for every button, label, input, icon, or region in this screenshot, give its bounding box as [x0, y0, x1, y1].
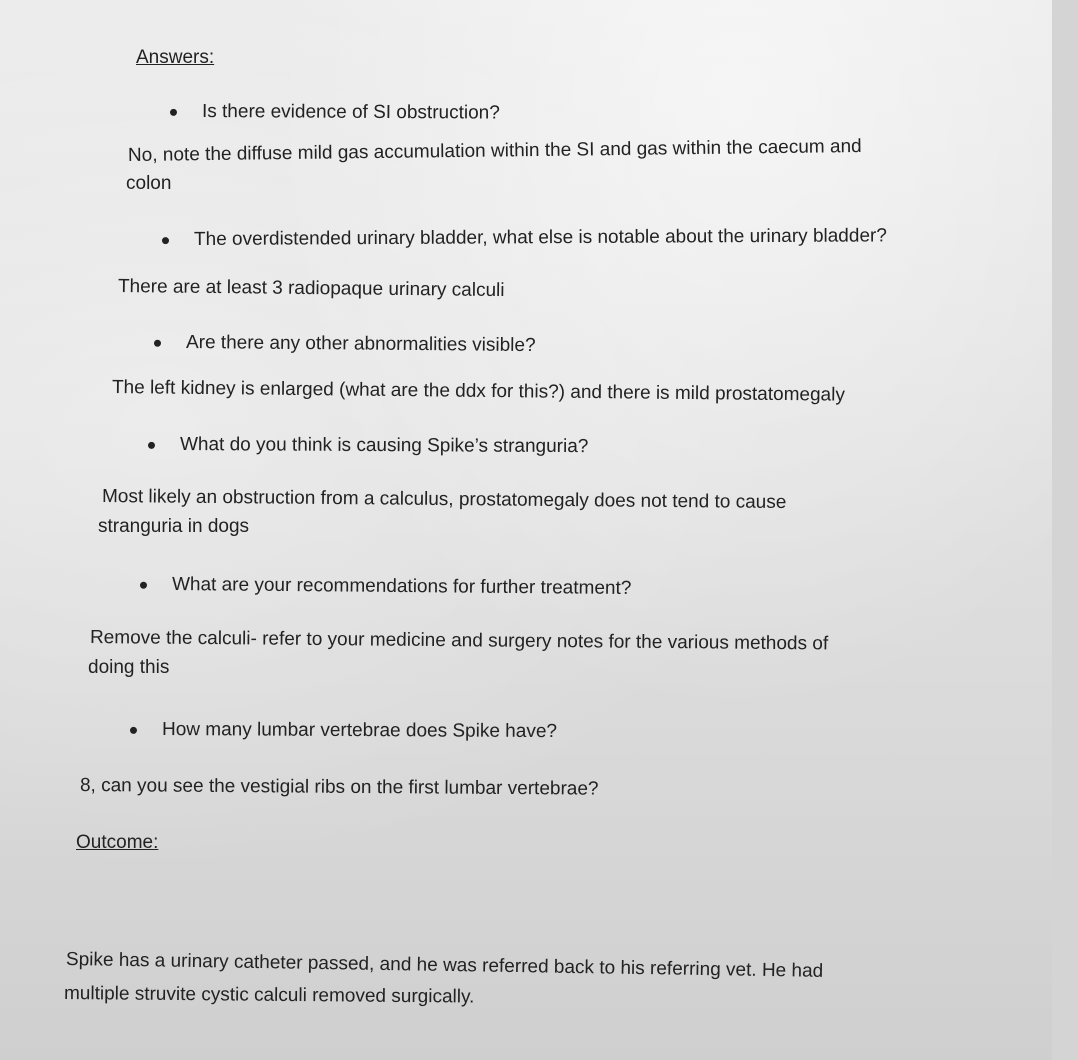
outcome-line-1: Spike has a urinary catheter passed, and he was referred back to his referring vet. He had [65, 949, 824, 982]
page-edge-strip [1052, 0, 1078, 1060]
question-4: What do you think is causing Spike’s stranguria? [179, 434, 589, 458]
outcome-heading: Outcome: [76, 832, 159, 853]
question-1: Is there evidence of SI obstruction? [201, 101, 500, 124]
answer-4-line-2: stranguria in dogs [98, 516, 250, 537]
question-6: How many lumbar vertebrae does Spike have? [161, 719, 558, 743]
answers-heading: Answers: [136, 47, 215, 68]
question-2: The overdistended urinary bladder, what else is notable about the urinary bladder? [193, 225, 887, 250]
question-5: What are your recommendations for further treatment? [171, 574, 632, 600]
answer-1-line-1: No, note the diffuse mild gas accumulation within the SI and gas within the caecum and [127, 136, 862, 166]
answer-4-line-1: Most likely an obstruction from a calculus, prostatomegaly does not tend to cause [101, 486, 787, 513]
answer-3-line-1: The left kidney is enlarged (what are the ddx for this?) and there is mild prostatomegaly [111, 377, 846, 406]
answer-2-line-1: There are at least 3 radiopaque urinary calculi [117, 276, 505, 302]
answer-6-line-1: 8, can you see the vestigial ribs on the first lumbar vertebrae? [79, 775, 599, 800]
outcome-line-2: multiple struvite cystic calculi removed surgically. [63, 983, 475, 1008]
question-3: Are there any other abnormalities visible? [185, 332, 536, 357]
answer-5-line-1: Remove the calculi- refer to your medicine and surgery notes for the various methods of [89, 627, 829, 655]
answer-1-line-2: colon [126, 173, 172, 194]
answer-5-line-2: doing this [88, 657, 170, 678]
